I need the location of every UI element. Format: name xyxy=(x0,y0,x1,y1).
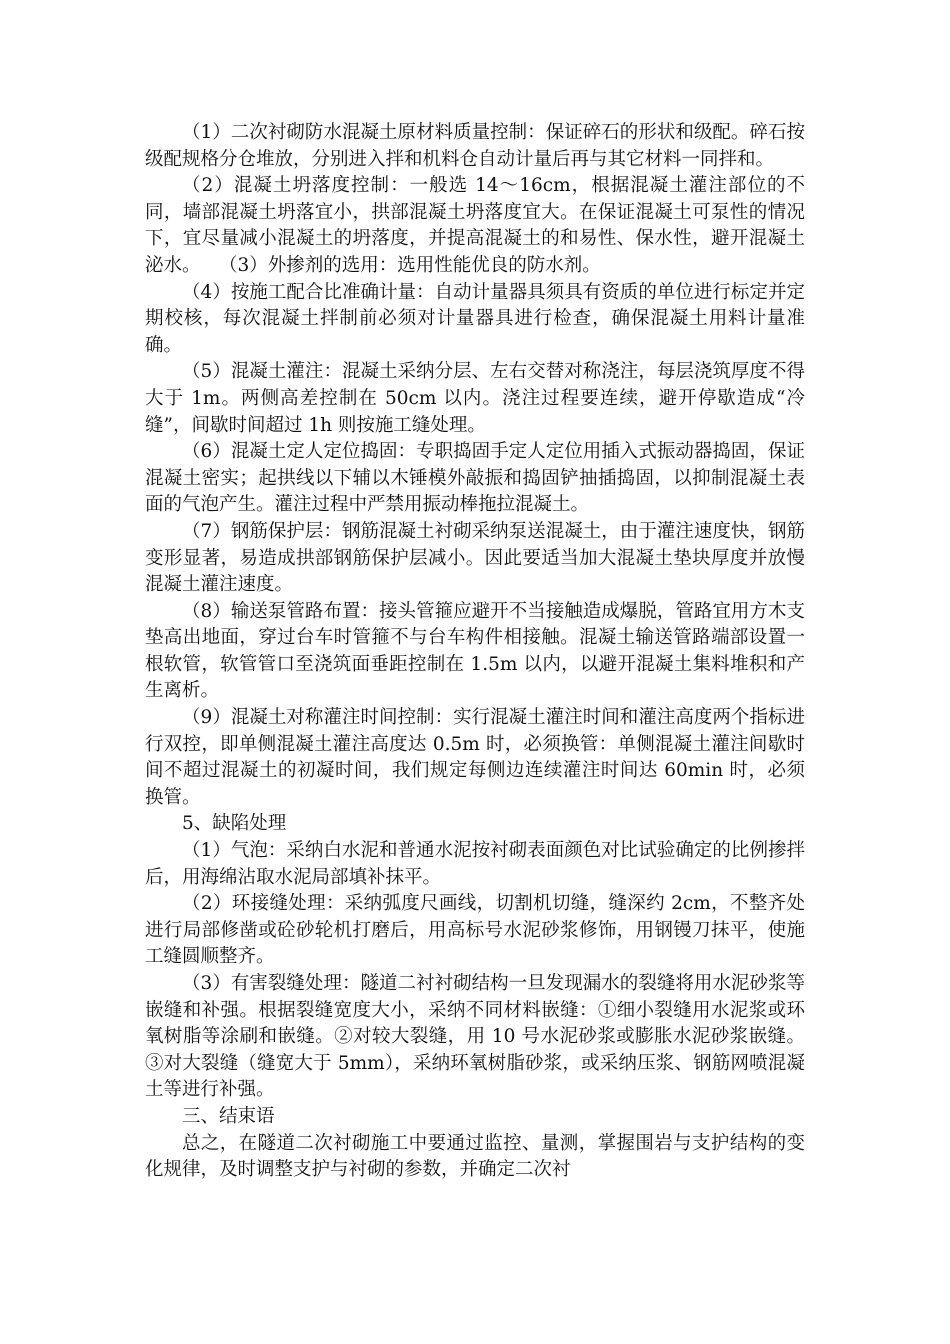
paragraph-raw-material-control: （1）二次衬砌防水混凝土原材料质量控制：保证碎石的形状和级配。碎石按级配规格分仓堆放，分别进入拌和机料仓自动计量后再与其它材料一同拌和。 xyxy=(145,122,805,170)
paragraph-rebar-cover: （7）钢筋保护层：钢筋混凝土衬砌采纳泵送混凝土，由于灌注速度快，钢筋变形显著，易造成拱部钢筋保护层减小。因此要适当加大混凝土垫块厚度并放慢混凝土灌注速度。 xyxy=(145,520,805,596)
paragraph-harmful-cracks: （3）有害裂缝处理：隧道二衬衬砌结构一旦发现漏水的裂缝将用水泥砂浆等嵌缝和补强。根据裂缝宽度大小，采纳不同材料嵌缝：①细小裂缝用水泥浆或环氧树脂等涂刷和嵌缝。②对较大裂缝，用 10 号水泥砂浆或膨胀水泥砂浆嵌缝。③对大裂缝（缝宽大于 5mm），采纳环氧树脂砂浆，或采纳压浆、钢筋网喷混凝土等进行补强。 xyxy=(145,973,805,1101)
section-heading-defect-handling: 5、缺陷处理 xyxy=(182,813,287,835)
section-heading-conclusion: 三、结束语 xyxy=(182,1105,275,1127)
paragraph-air-bubbles: （1）气泡：采纳白水泥和普通水泥按衬砌表面颜色对比试验确定的比例掺拌后，用海绵沾取水泥局部填补抹平。 xyxy=(145,840,805,888)
paragraph-tamping: （6）混凝土定人定位捣固：专职捣固手定人定位用插入式振动器捣固，保证混凝土密实；起拱线以下辅以木锤模外敲振和捣固铲抽插捣固，以抑制混凝土表面的气泡产生。灌注过程中严禁用振动棒拖拉混凝土。 xyxy=(145,441,805,516)
paragraph-slump-control: （2）混凝土坍落度控制：一般选 14～16cm，根据混凝土灌注部位的不同，墙部混凝土坍落宜小，拱部混凝土坍落度宜大。在保证混凝土可泵性的情况下，宜尽量减小混凝土的坍落度，并提高混凝土的和易性、保水性，避开混凝土泌水。 （3）外掺剂的选用：选用性能优良的防水剂。 xyxy=(145,175,805,276)
paragraph-symmetric-pouring: （9）混凝土对称灌注时间控制：实行混凝土灌注时间和灌注高度两个指标进行双控，即单侧混凝土灌注高度达 0.5m 时，必须换管：单侧混凝土灌注间歇时间不超过混凝土的初凝时间，我们规定每侧边连续灌注时间达 60min 时，必须换管。 xyxy=(145,707,805,808)
paragraph-ring-joint: （2）环接缝处理：采纳弧度尺画线，切割机切缝，缝深约 2cm，不整齐处进行局部修凿或砼砂轮机打磨后，用高标号水泥砂浆修饰，用钢镘刀抹平，使施工缝圆顺整齐。 xyxy=(145,893,805,968)
paragraph-conclusion: 总之，在隧道二次衬砌施工中要通过监控、量测，掌握围岩与支护结构的变化规律，及时调整支护与衬砌的参数，并确定二次衬 xyxy=(145,1132,805,1181)
paragraph-mix-measurement: （4）按施工配合比准确计量：自动计量器具须具有资质的单位进行标定并定期校核，每次混凝土拌制前必须对计量器具进行检查，确保混凝土用料计量准确。 xyxy=(145,281,805,356)
document-body xyxy=(145,120,805,1184)
paragraph-pump-pipeline: （8）输送泵管路布置：接头管箍应避开不当接触造成爆脱，管路宜用方木支垫高出地面，穿过台车时管箍不与台车构件相接触。混凝土输送管路端部设置一根软管，软管管口至浇筑面垂距控制在 1.5m 以内，以避开混凝土集料堆积和产生离析。 xyxy=(145,600,805,702)
paragraph-concrete-pouring: （5）混凝土灌注：混凝土采纳分层、左右交替对称浇注，每层浇筑厚度不得大于 1m。两侧高差控制在 50cm 以内。浇注过程要连续，避开停歇造成“冷缝”，间歇时间超过 1h 则按施工缝处理。 xyxy=(145,361,805,436)
